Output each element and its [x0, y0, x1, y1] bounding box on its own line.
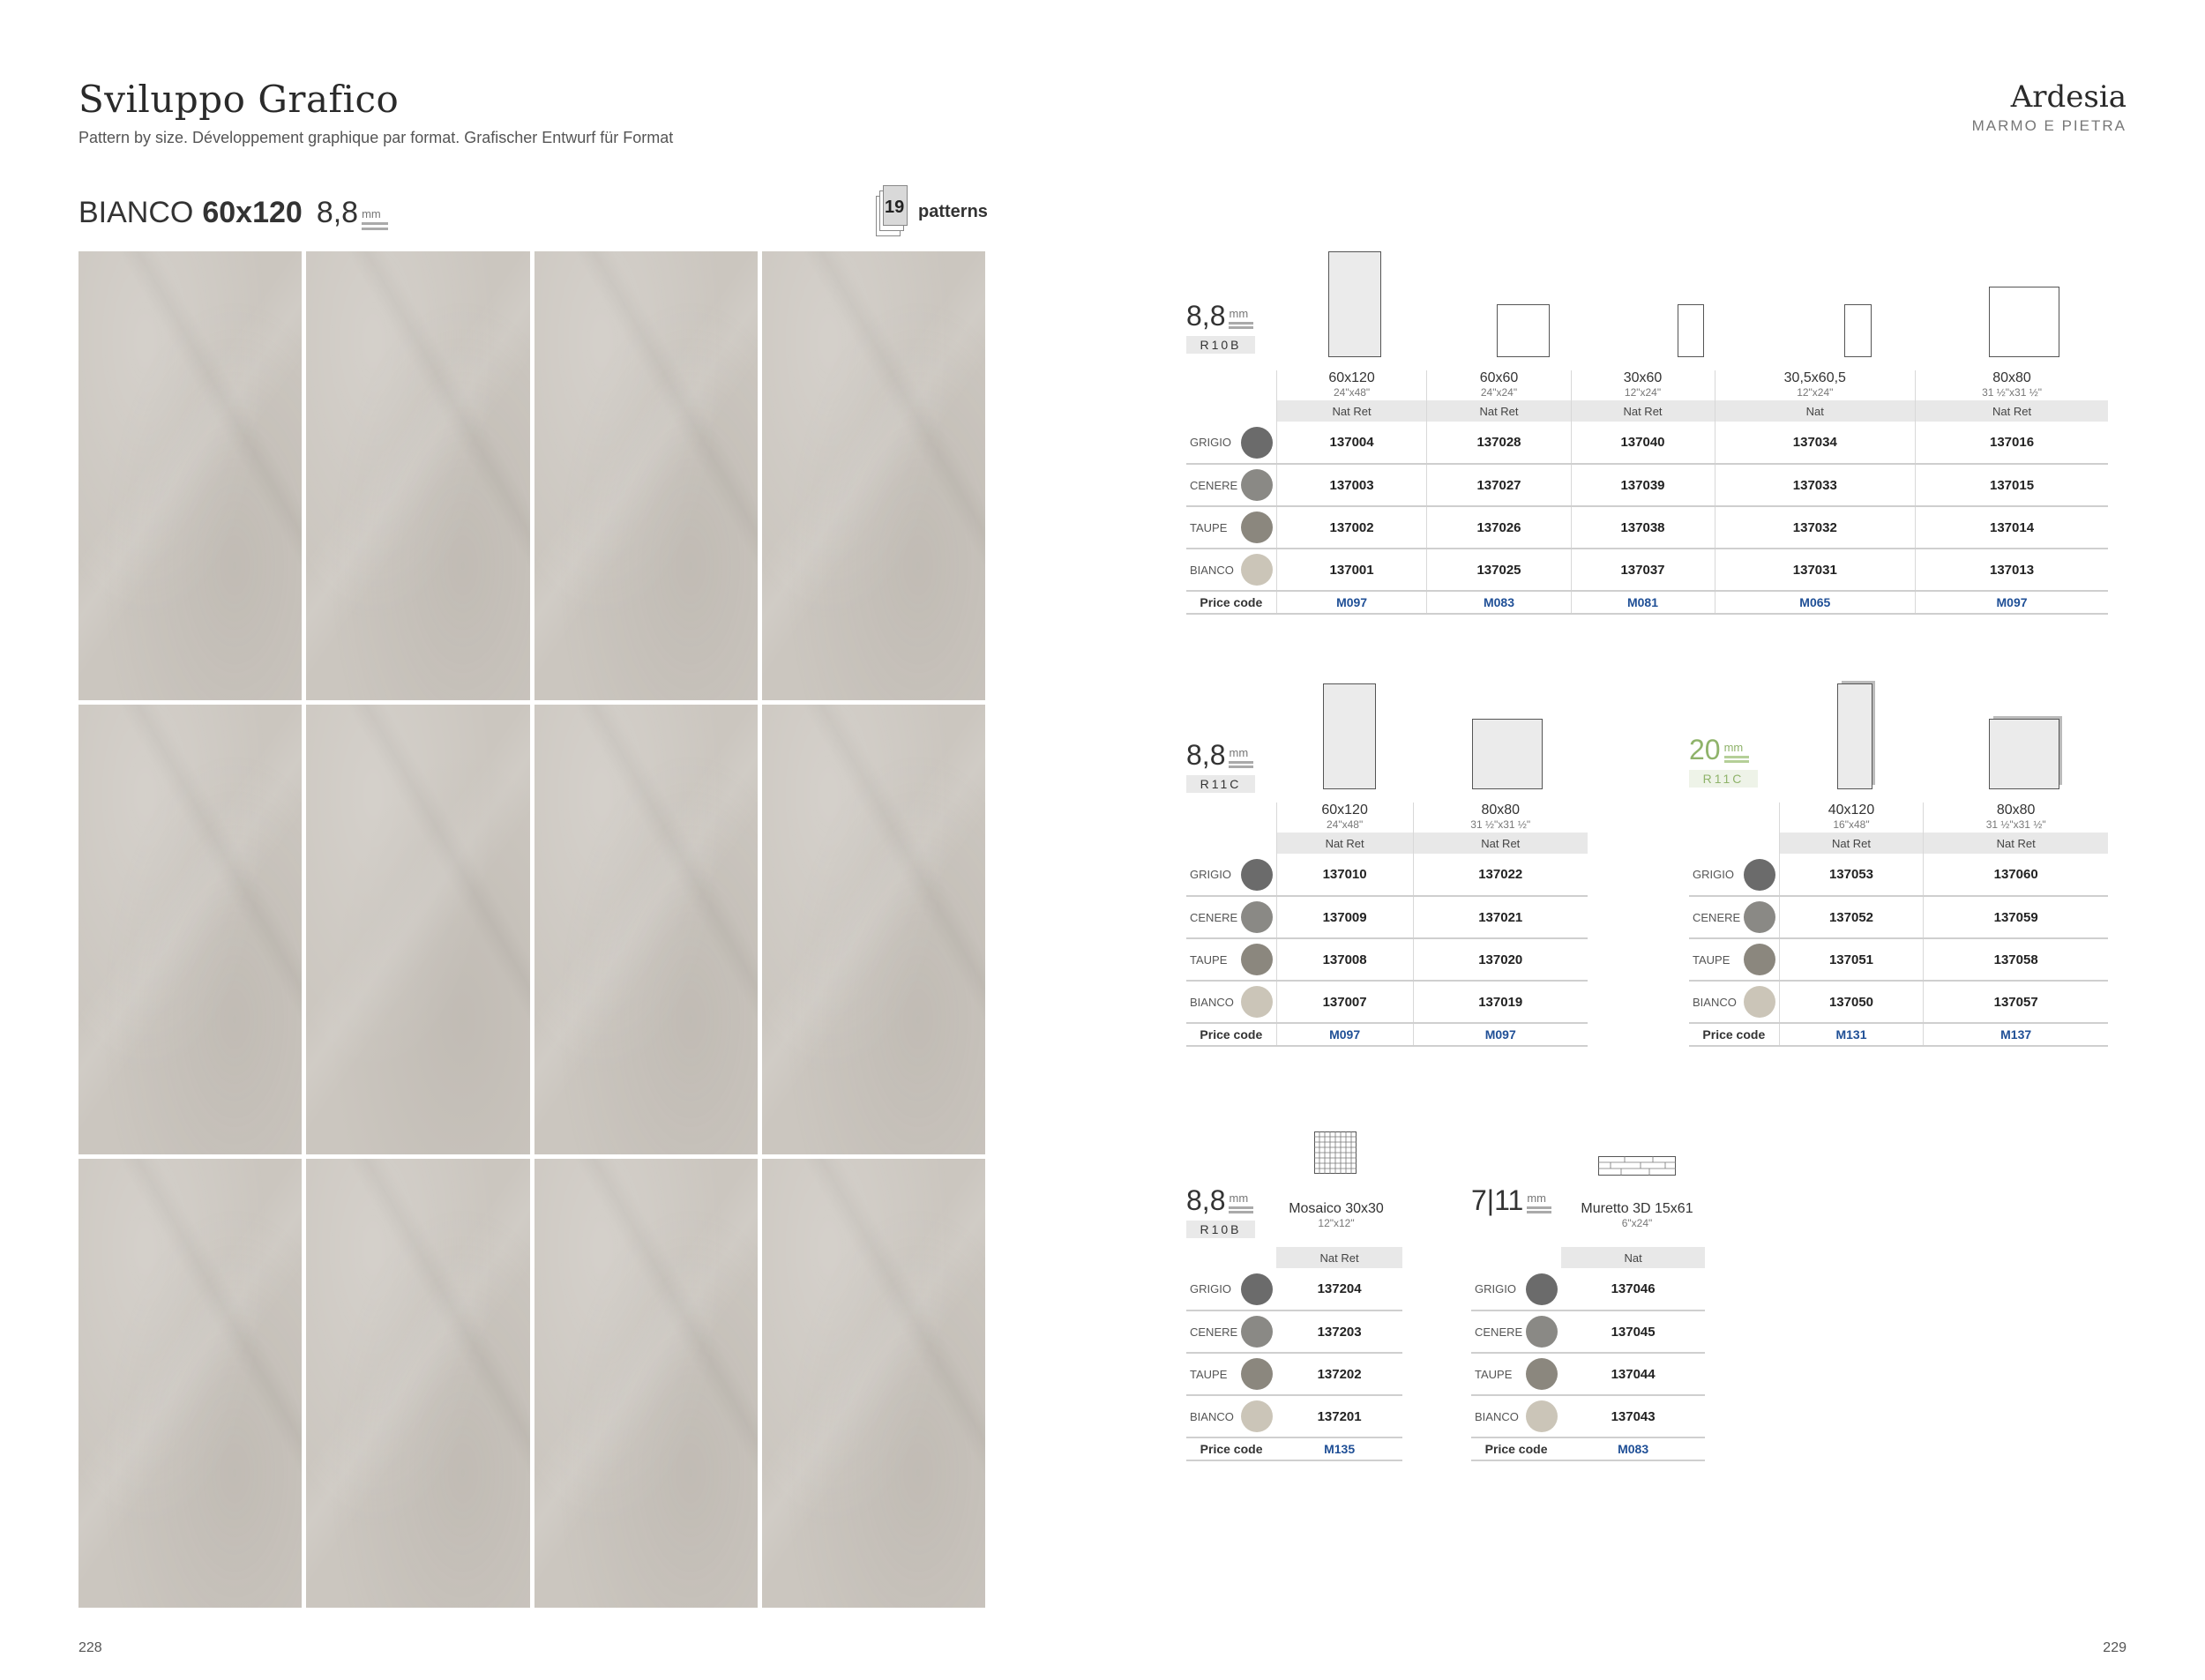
- thickness-badge: [1186, 1184, 1255, 1238]
- product-code: 137003: [1276, 464, 1427, 506]
- tile-color: BIANCO: [78, 196, 194, 229]
- color-swatch-cenere: [1526, 1316, 1558, 1348]
- product-code: 137004: [1276, 422, 1427, 464]
- product-code: 137022: [1413, 854, 1588, 896]
- price-row: [1186, 1437, 1402, 1460]
- table-cell: [1237, 981, 1276, 1023]
- color-swatch-taupe: [1526, 1358, 1558, 1390]
- page-number-right: 229: [2103, 1640, 2127, 1655]
- color-swatch-cenere: [1744, 901, 1775, 933]
- format-shape-60x120: [1328, 251, 1381, 357]
- table-cell: [1237, 1395, 1276, 1437]
- color-name: CENERE: [1689, 896, 1740, 938]
- thickness-badge: [1186, 739, 1255, 793]
- product-code: 137034: [1715, 422, 1916, 464]
- product-code: 137014: [1916, 506, 2108, 549]
- thickness-value: 20: [1689, 734, 1721, 765]
- slip-rating: R11C: [1186, 775, 1255, 793]
- price-code: M083: [1561, 1437, 1705, 1460]
- finish-label: Nat Ret: [1571, 400, 1715, 422]
- price-code: M065: [1715, 591, 1916, 614]
- thickness-unit: mm: [362, 207, 381, 220]
- table-row: [1186, 549, 2108, 591]
- format-size: 60x120: [1328, 370, 1375, 385]
- product-code: 137057: [1924, 981, 2108, 1023]
- brand-name: Ardesia: [2010, 79, 2127, 115]
- product-code: 137058: [1924, 938, 2108, 981]
- product-code: 137028: [1427, 422, 1571, 464]
- table-cell: 40x120 16"x48": [1779, 803, 1924, 833]
- table-cell: [1237, 854, 1276, 896]
- thickness-value: 8,8: [1186, 1184, 1226, 1216]
- color-name: GRIGIO: [1186, 854, 1237, 896]
- color-swatch-grigio: [1526, 1273, 1558, 1305]
- color-name: BIANCO: [1186, 981, 1237, 1023]
- product-code: 137051: [1779, 938, 1924, 981]
- slip-rating: R11C: [1689, 770, 1758, 788]
- page-number-left: 228: [78, 1640, 102, 1655]
- product-code: 137204: [1276, 1268, 1402, 1310]
- price-row: [1186, 591, 2108, 614]
- table-row: [1471, 1268, 1705, 1310]
- color-name: TAUPE: [1186, 506, 1237, 549]
- color-swatch-bianco: [1241, 1400, 1273, 1432]
- tile-pattern: [762, 251, 985, 700]
- format-shape-30x60: [1844, 304, 1872, 357]
- table-row: [1471, 1395, 1705, 1437]
- table-row: [1186, 896, 1588, 938]
- price-code: M135: [1276, 1437, 1402, 1460]
- thickness-badge: [1471, 1184, 1551, 1217]
- color-swatch-taupe: [1241, 944, 1273, 975]
- format-size: 80x80: [1992, 370, 2031, 385]
- price-label: Price code: [1186, 591, 1276, 614]
- color-name: TAUPE: [1186, 1353, 1237, 1395]
- table-cell: [1522, 1395, 1561, 1437]
- color-swatch-bianco: [1241, 554, 1273, 586]
- format-label: [1575, 1201, 1699, 1229]
- color-name: GRIGIO: [1186, 1268, 1237, 1310]
- table-cell: Nat Ret: [1276, 833, 1413, 854]
- price-code: M097: [1276, 1023, 1413, 1046]
- product-code: 137027: [1427, 464, 1571, 506]
- color-name: GRIGIO: [1186, 422, 1237, 464]
- product-table-3: [1689, 803, 2108, 1047]
- price-code: M131: [1779, 1023, 1924, 1046]
- thickness-badge: [1186, 300, 1255, 354]
- table-row: [1186, 1395, 1402, 1437]
- color-swatch-cenere: [1241, 901, 1273, 933]
- table-cell: [1237, 938, 1276, 981]
- tile-pattern: [762, 705, 985, 1154]
- product-code: 137020: [1413, 938, 1588, 981]
- table-cell: [1237, 1268, 1276, 1310]
- table-row: [1186, 854, 1588, 896]
- table-cell: [1740, 938, 1779, 981]
- format-inch: 12"x24": [1624, 386, 1662, 399]
- table-cell: Nat Ret: [1276, 1247, 1402, 1268]
- table-row: [1186, 506, 2108, 549]
- product-table-2: [1186, 803, 1588, 1047]
- product-code: 137002: [1276, 506, 1427, 549]
- thickness-value: 8,8: [1186, 739, 1226, 771]
- product-code: 137060: [1924, 854, 2108, 896]
- mosaic-grid-icon: [1314, 1131, 1357, 1174]
- product-code: 137037: [1571, 549, 1715, 591]
- color-swatch-cenere: [1241, 469, 1273, 501]
- table-cell: Price code: [1186, 1023, 1276, 1046]
- table-cell: [1522, 1268, 1561, 1310]
- color-swatch-grigio: [1241, 427, 1273, 459]
- product-code: 137001: [1276, 549, 1427, 591]
- table-cell: [1689, 833, 1779, 854]
- table-cell: Price code: [1689, 1023, 1779, 1046]
- color-swatch-grigio: [1744, 859, 1775, 891]
- product-code: 137043: [1561, 1395, 1705, 1437]
- format-size: 30x60: [1623, 370, 1663, 385]
- product-code: 137046: [1561, 1268, 1705, 1310]
- table-row: [1186, 1310, 1402, 1353]
- table-cell: [1522, 1353, 1561, 1395]
- table-row: [1689, 854, 2108, 896]
- product-code: 137009: [1276, 896, 1413, 938]
- product-code: 137201: [1276, 1395, 1402, 1437]
- color-name: CENERE: [1471, 1310, 1522, 1353]
- color-name: CENERE: [1186, 1310, 1237, 1353]
- product-code: 137038: [1571, 506, 1715, 549]
- thickness-value: 7|11: [1471, 1184, 1524, 1216]
- table-cell: [1237, 464, 1276, 506]
- product-code: 137021: [1413, 896, 1588, 938]
- tile-pattern: [306, 705, 529, 1154]
- table-cell: [1522, 1310, 1561, 1353]
- price-code: M081: [1571, 591, 1715, 614]
- color-name: BIANCO: [1186, 549, 1237, 591]
- table-cell: Nat Ret: [1413, 833, 1588, 854]
- finish-label: Nat Ret: [1427, 400, 1571, 422]
- table-cell: [1186, 803, 1276, 833]
- product-code: 137015: [1916, 464, 2108, 506]
- format-inch: 24"x24": [1480, 386, 1518, 399]
- tile-heading: [78, 196, 388, 230]
- price-row: [1689, 1023, 2108, 1046]
- format-shape-60x60: [1497, 304, 1550, 357]
- color-name: GRIGIO: [1689, 854, 1740, 896]
- table-row: [1186, 422, 2108, 464]
- table-cell: Nat Ret: [1779, 833, 1924, 854]
- product-code: 137010: [1276, 854, 1413, 896]
- table-cell: [1237, 896, 1276, 938]
- table-row: [1186, 1353, 1402, 1395]
- muretto-brick-icon: [1598, 1156, 1676, 1176]
- table-row: [1689, 938, 2108, 981]
- tile-pattern: [78, 251, 302, 700]
- table-cell: 80x80 31 ½"x31 ½": [1413, 803, 1588, 833]
- table-row: [1186, 464, 2108, 506]
- product-code: 137031: [1715, 549, 1916, 591]
- price-row: [1186, 1023, 1588, 1046]
- table-cell: [1916, 370, 2108, 400]
- table-cell: [1689, 803, 1779, 833]
- thickness-badge: [1689, 734, 1758, 788]
- format-inch: 6"x24": [1621, 1217, 1653, 1229]
- product-code: 137045: [1561, 1310, 1705, 1353]
- product-code: 137052: [1779, 896, 1924, 938]
- table-cell: [1186, 370, 1276, 400]
- table-cell: [1740, 981, 1779, 1023]
- table-cell: Nat: [1561, 1247, 1705, 1268]
- table-row: [1186, 1268, 1402, 1310]
- tile-pattern: [306, 251, 529, 700]
- color-name: TAUPE: [1186, 938, 1237, 981]
- table-cell: [1237, 422, 1276, 464]
- product-code: 137203: [1276, 1310, 1402, 1353]
- thickness-value: 8,8: [1186, 300, 1226, 332]
- thickness-mm-icon: [362, 209, 388, 230]
- patterns-count: 19: [885, 198, 905, 217]
- table-row: [1186, 938, 1588, 981]
- table-cell: [1186, 1247, 1276, 1268]
- table-cell: [1471, 1247, 1561, 1268]
- table-cell: [1237, 1353, 1276, 1395]
- color-name: BIANCO: [1689, 981, 1740, 1023]
- format-label: [1288, 1201, 1385, 1229]
- tile-pattern: [78, 705, 302, 1154]
- product-code: 137032: [1715, 506, 1916, 549]
- table-cell: [1571, 370, 1715, 400]
- format-shape-40x120: [1837, 683, 1872, 789]
- thickness-mm-icon: mm: [1229, 746, 1253, 768]
- product-code: 137016: [1916, 422, 2108, 464]
- table-row: [1689, 981, 2108, 1023]
- table-cell: [1740, 854, 1779, 896]
- price-code: M083: [1427, 591, 1571, 614]
- finish-label: Nat Ret: [1916, 400, 2108, 422]
- tile-pattern: [534, 1159, 758, 1608]
- table-row: [1471, 1310, 1705, 1353]
- color-swatch-taupe: [1241, 1358, 1273, 1390]
- format-shape-60x120: [1323, 683, 1376, 789]
- table-row: [1689, 896, 2108, 938]
- product-code: 137039: [1571, 464, 1715, 506]
- color-name: GRIGIO: [1471, 1268, 1522, 1310]
- tile-pattern: [534, 705, 758, 1154]
- table-cell: [1715, 370, 1916, 400]
- format-inch: 12"x24": [1797, 386, 1834, 399]
- color-swatch-bianco: [1526, 1400, 1558, 1432]
- color-swatch-grigio: [1241, 859, 1273, 891]
- format-size: 30,5x60,5: [1783, 370, 1846, 385]
- page-title: Sviluppo Grafico: [78, 78, 400, 121]
- tile-pattern: [306, 1159, 529, 1608]
- color-swatch-bianco: [1241, 986, 1273, 1018]
- product-code: 137040: [1571, 422, 1715, 464]
- product-code: 137007: [1276, 981, 1413, 1023]
- product-code: 137026: [1427, 506, 1571, 549]
- price-code: M137: [1924, 1023, 2108, 1046]
- color-name: TAUPE: [1471, 1353, 1522, 1395]
- product-table-4: [1186, 1247, 1402, 1461]
- patterns-indicator: [876, 185, 988, 238]
- table-cell: [1237, 549, 1276, 591]
- finish-label: Nat: [1715, 400, 1916, 422]
- price-code: M097: [1916, 591, 2108, 614]
- brand-subtitle: MARMO E PIETRA: [1971, 117, 2127, 134]
- price-code: M097: [1276, 591, 1427, 614]
- patterns-label: patterns: [918, 201, 988, 221]
- thickness-mm-icon: mm: [1229, 307, 1253, 329]
- format-inch: 24"x48": [1333, 386, 1371, 399]
- table-cell: [1186, 400, 1276, 422]
- format-inch: 31 ½"x31 ½": [1982, 386, 2042, 399]
- color-name: TAUPE: [1689, 938, 1740, 981]
- product-table-5: [1471, 1247, 1705, 1461]
- format-shape-80x80: [1989, 719, 2059, 789]
- color-name: CENERE: [1186, 896, 1237, 938]
- tile-size: 60x120: [202, 196, 303, 229]
- color-swatch-taupe: [1744, 944, 1775, 975]
- tile-pattern: [78, 1159, 302, 1608]
- color-swatch-cenere: [1241, 1316, 1273, 1348]
- product-code: 137053: [1779, 854, 1924, 896]
- color-name: CENERE: [1186, 464, 1237, 506]
- format-shape-80x80: [1472, 719, 1543, 789]
- product-code: 137050: [1779, 981, 1924, 1023]
- price-code: M097: [1413, 1023, 1588, 1046]
- table-row: [1186, 981, 1588, 1023]
- table-cell: 80x80 31 ½"x31 ½": [1924, 803, 2108, 833]
- color-swatch-bianco: [1744, 986, 1775, 1018]
- color-name: BIANCO: [1186, 1395, 1237, 1437]
- table-cell: [1237, 506, 1276, 549]
- product-table-1: [1186, 370, 2108, 615]
- table-row: [1471, 1353, 1705, 1395]
- tile-pattern-grid: [78, 251, 985, 1608]
- table-cell: [1427, 370, 1571, 400]
- product-code: 137008: [1276, 938, 1413, 981]
- table-cell: [1186, 833, 1276, 854]
- format-shape-80x80: [1989, 287, 2059, 357]
- product-code: 137059: [1924, 896, 2108, 938]
- table-cell: Price code: [1186, 1437, 1276, 1460]
- finish-label: Nat Ret: [1276, 400, 1427, 422]
- table-cell: 60x120 24"x48": [1276, 803, 1413, 833]
- tile-pattern: [762, 1159, 985, 1608]
- table-cell: Price code: [1471, 1437, 1561, 1460]
- format-size: Muretto 3D 15x61: [1581, 1201, 1693, 1216]
- product-code: 137033: [1715, 464, 1916, 506]
- format-shape-30x60: [1678, 304, 1704, 357]
- color-name: BIANCO: [1471, 1395, 1522, 1437]
- product-code: 137202: [1276, 1353, 1402, 1395]
- color-swatch-grigio: [1241, 1273, 1273, 1305]
- table-cell: [1740, 896, 1779, 938]
- slip-rating: R10B: [1186, 1221, 1255, 1238]
- format-size: Mosaico 30x30: [1289, 1201, 1384, 1216]
- table-cell: [1276, 370, 1427, 400]
- thickness-mm-icon: mm: [1724, 741, 1749, 763]
- thickness-mm-icon: mm: [1527, 1191, 1551, 1213]
- table-cell: Nat Ret: [1924, 833, 2108, 854]
- color-swatch-taupe: [1241, 511, 1273, 543]
- product-code: 137019: [1413, 981, 1588, 1023]
- page-subtitle: Pattern by size. Développement graphique par format. Grafischer Entwurf für Format: [78, 129, 674, 146]
- product-code: 137013: [1916, 549, 2108, 591]
- patterns-stack-icon: [876, 185, 911, 238]
- product-code: 137025: [1427, 549, 1571, 591]
- table-cell: [1237, 1310, 1276, 1353]
- tile-pattern: [534, 251, 758, 700]
- thickness-mm-icon: mm: [1229, 1191, 1253, 1213]
- tile-thickness: 8,8: [316, 196, 359, 229]
- price-row: [1471, 1437, 1705, 1460]
- product-code: 137044: [1561, 1353, 1705, 1395]
- format-size: 60x60: [1479, 370, 1519, 385]
- format-inch: 12"x12": [1318, 1217, 1355, 1229]
- slip-rating: R10B: [1186, 336, 1255, 354]
